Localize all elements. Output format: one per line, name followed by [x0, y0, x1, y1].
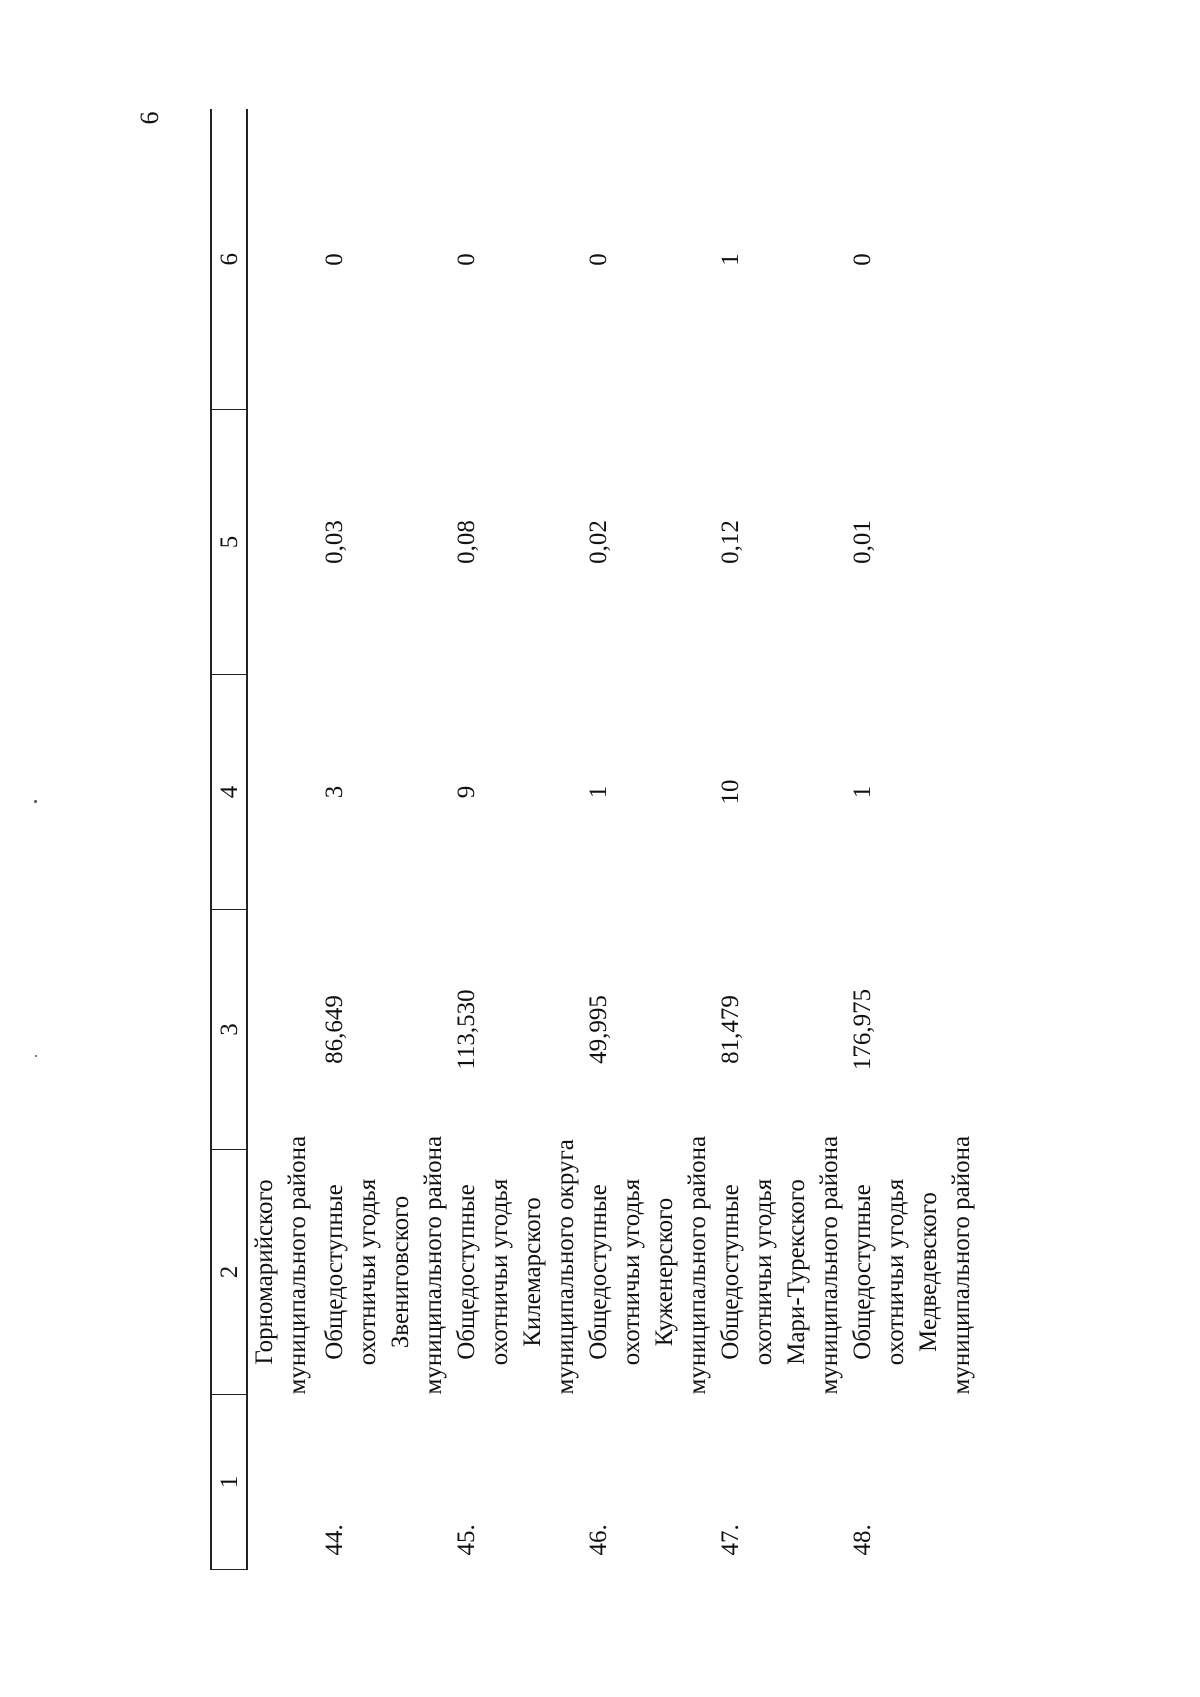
- cell-col-4: 10: [717, 779, 744, 805]
- name-line: охотничьи угодья: [354, 1178, 381, 1366]
- cell-col-6: 0: [453, 253, 480, 266]
- row-number: 48.: [849, 1524, 876, 1556]
- cell-col-4: 3: [321, 785, 348, 799]
- district-name: [450, 1139, 582, 1395]
- cell-col-5: 0,02: [585, 520, 612, 564]
- name-line: Медведевского: [915, 1192, 942, 1352]
- row-number: [247, 1395, 318, 1570]
- header-col-4: 4: [211, 675, 247, 910]
- name-line: муниципального района: [684, 1135, 711, 1395]
- cell-col-6: 0: [321, 253, 348, 266]
- name-line: Общедоступные: [321, 1184, 348, 1360]
- name-line: охотничьи угодья: [486, 1178, 513, 1366]
- name-line: Звениговского: [387, 1195, 414, 1349]
- cell-col-4: 1: [849, 785, 876, 799]
- district-name: [247, 1135, 318, 1395]
- name-line: муниципального района: [284, 1135, 311, 1395]
- name-line: Килемарского: [519, 1197, 546, 1347]
- cell-col-5: 0,01: [849, 520, 876, 564]
- name-line: Общедоступные: [849, 1184, 876, 1360]
- cell-col-4: 1: [585, 785, 612, 799]
- row-number: 44.: [321, 1524, 348, 1556]
- name-line: охотничьи угодья: [750, 1178, 777, 1366]
- scan-speck: [35, 1055, 37, 1057]
- cell-col-5: 0,08: [453, 520, 480, 564]
- cell-col-3: 176,975: [849, 988, 876, 1071]
- hunting-grounds-table: [210, 110, 982, 1571]
- name-line: Общедоступные: [585, 1184, 612, 1360]
- name-line: Куженерского: [651, 1197, 678, 1347]
- cell-col-3: 49,995: [585, 995, 612, 1064]
- table-header-row: [211, 110, 247, 1570]
- name-line: охотничьи угодья: [882, 1178, 909, 1366]
- header-col-5: 5: [211, 410, 247, 675]
- row-number: 47.: [717, 1524, 744, 1556]
- cell-col-4: 9: [453, 785, 480, 799]
- header-col-6: 6: [211, 110, 247, 410]
- table-row-continuation: [247, 110, 318, 1570]
- scan-speck: [34, 800, 37, 803]
- district-name: [582, 1135, 714, 1395]
- cell-col-6: 0: [849, 253, 876, 266]
- cell-col-3: 81,479: [717, 995, 744, 1064]
- cell-col-5: 0,12: [717, 520, 744, 564]
- table-row: [582, 110, 714, 1570]
- header-col-3: 3: [211, 910, 247, 1150]
- cell-col-6: 1: [717, 253, 744, 266]
- name-line: муниципального района: [420, 1135, 447, 1395]
- name-line: Горномарийского: [251, 1179, 278, 1365]
- name-line: Мари-Турекского: [783, 1179, 810, 1365]
- cell-col-3: 86,649: [321, 995, 348, 1064]
- table-row: [846, 110, 982, 1570]
- name-line: Общедоступные: [453, 1184, 480, 1360]
- name-line: муниципального округа: [552, 1139, 579, 1395]
- header-col-2: 2: [211, 1150, 247, 1395]
- district-name: [318, 1135, 450, 1395]
- district-name: [714, 1135, 846, 1395]
- cell-col-5: 0,03: [321, 520, 348, 564]
- header-col-1: 1: [211, 1395, 247, 1570]
- row-number: 46.: [585, 1524, 612, 1556]
- name-line: охотничьи угодья: [618, 1178, 645, 1366]
- name-line: муниципального района: [948, 1135, 975, 1395]
- page-number: 6: [135, 111, 164, 125]
- cell-col-6: 0: [585, 253, 612, 266]
- table-row: [318, 110, 450, 1570]
- rotated-table-block: [210, 110, 1170, 1570]
- cell-col-3: 113,530: [453, 989, 480, 1070]
- name-line: муниципального района: [816, 1135, 843, 1395]
- row-number: 45.: [453, 1524, 480, 1556]
- name-line: Общедоступные: [717, 1184, 744, 1360]
- table-row: [714, 110, 846, 1570]
- table-row: [450, 110, 582, 1570]
- district-name: [846, 1135, 982, 1395]
